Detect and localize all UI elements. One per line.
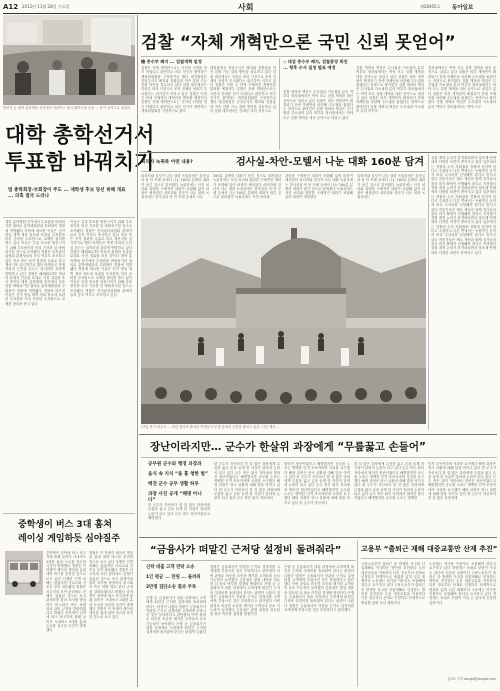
page-header	[0, 0, 500, 14]
mid-body-col-2: 160분 분량의 대화가 담긴 것으로 알려졌다 녹취록에는 사건 처리와 관련한 구체적인 대화가 포함돼 있어 파장이 예상된다 피의자와 검사가 나눈 대화 녹취록에는 검사실과 차 안 모텔 등에서 나눈 160분 분량의 대화가 담긴 것으로 알려졌다 녹취록에는 사건 처리와	[213, 174, 281, 200]
left-body-col-1: 대학 총학생회 선거에서 투표함을 바꿔치기한 혐의로 총학생회장과 부회장이 경찰에 적발됐다 경찰에 따르면 이들은 선거 당일 새벽 개표 장소에 보관된 투표함을 미리 준비한 투표함으로 교체한 혐의를 받고 있다 이들은 특정 후보를 당선시키기 위해 투표용지를 미리 기표한 뒤 바꿔치기한 것으로 조사됐다 경찰은 선거관리위원회 관계자들의 공모 여부도 조사하고 있다 학교 측은 선거 결과를 무효로 하고 재선거를 실시하기로 했다 학생들은 학생 자치의 근간을 흔드는 일이라며 강하게 반발하고 있다 경찰은 폐쇄회로TV 영상과 관계자 진술을 토대로 사건 경위를 조사 중이다 대학 총학생회 선거에서 투표함을 바꿔치기한 혐의로 총학생회장과 부회장이 경찰에 적발됐다 경찰에 따르면 이들은 선거 당일 새벽 개표 장소에 보관된 투표함을 미리 준비한 투표함으로 교체한 혐의를 받고 있다	[5, 220, 65, 306]
mid-body-col-4: 피의자와 검사가 나눈 대화 녹취록에는 검사실과 차 안 모텔 등에서 나눈 160분 분량의 대화가 담긴 것으로 알려졌다 녹취록에는 사건 처리와 관련한 구체적인 대화가 포함돼 있어 파장이 예상된다 피의자와 검사가 나눈 대화 녹취록에는	[357, 174, 425, 200]
section-name: 사회	[238, 3, 254, 12]
top-body-col-4: 검찰 개혁의 핵심은 수사권과 기소권의 분리 여부다 정치권에서는 여야 모두 검찰 개혁을 대선 공약으로 내걸고 있다 검찰은 외부 개혁안이 확정되기 전에 자체안을 마련해 주도권을 잡겠다는 전략으로 풀이된다 검찰 개혁의 핵심은 수사권과 기소권의 분리 여부다 정치권에서는 여야 모두 검찰 개혁을 대선 공약으로 내걸고 있다 검찰은 외부 개혁안이 확정되기 전에 자체안을 마련해 주도권을 잡겠다는 전략으로 풀이된다 검찰 개혁의 핵심은 수사권과 기소권의 분리 여부다	[356, 66, 424, 113]
bottom-right-body-col-2: 노동계는 자가용 이용자도 포함해야 한다고 요구하고 있다 경영계는 보험료 부담이 커질 수 있다며 신중한 입장이다 고용노동부가 출퇴근 중 발생한 사고를 산업재해로 인정하는 방안을 추진한다 우선 대중교통을 이용하다 다친 경우부터 산재로 인정하고 단계적으로 범위를 넓혀 나갈 계획이다 노동계는 자가용 이용자도 포함해야 한다고 요구하고 있다 경영계는 보험료 부담이 커질 수 있다며 신중한 입장이다	[429, 562, 496, 605]
bottom-right-headline: 고용부 “출퇴근 재해 대중교통만 산재 추진”	[361, 545, 498, 553]
mid-body-col-1: 피의자와 검사가 나눈 대화 녹취록에는 검사실과 차 안 모텔 등에서 나눈 160분 분량의 대화가 담긴 것으로 알려졌다 녹취록에는 사건 처리와 관련한 구체적인 대화가 포함돼 있어 파장이 예상된다 피의자와 검사가 나눈 대화 녹취록에는 검사실과 차 안 모텔 등에서 나눈	[141, 174, 209, 200]
left-headline-line-1: 대학 총학선거서	[5, 123, 155, 147]
photo-bus	[5, 551, 43, 595]
bottom-sub-2: 1인 평균 ... 만원 ... 돌려줘	[146, 575, 201, 580]
lower-left-body-col-1: 중학생이 심야에 버스 차고지에 몰래 들어가 시내버스 3대를 훔쳐 도로를 질주한 사건이 발생했다 경찰은 이 학생이 레이싱 게임을 흉내 내며 버스를 운전한 것으로 보고 있다 다행히 인명 피해는 없었지만 가로수와 신호등 등이 파손됐다 경찰은 차고지의 보안 관리에도 문제가 있었던 것으로 보고 관계자를 불러 조사할 방침이다 버스회사 측은 차량 열쇠 관리 규정을 강화하겠다고 밝혔다 중학생이 심야에 버스 차고지에 몰래 들어가 시내버스 3대를 훔쳐 도로를 질주한 사건이 발생했다	[46, 551, 86, 633]
center-body-col-2: 한 군수가 자신보다 한 살 많은 과장에게 무릎을 꿇고 손을 들게 한 사실이 알려져 논란이 되고 있다 군수 측은 회식 자리에서 벌어진 장난이었다고 해명했지만 공무원 노조는 명백한 인격 모독이라며 사과를 요구했다 해당 과장은 당시 상황에 대해 말을 아끼고 있다 한 군수가 자신보다 한 살 많은 과장에게 무릎을 꿇고 손을 들게 한 사실이 알려져 논란이 되고 있다 군수 측은 회식 자리에서	[214, 462, 280, 501]
bottom-body-col-1: 은행 등 금융회사가 대출 과정에서 고객에게 떠넘긴 근저당 설정비를 돌려줘야 한다는 판결이 나왔다 법원은 금융회사가 약관을 근거로 설정비를 고객에게 부담시킨 것은 부당하다고 판단했다 이번 판결로 비슷한 소송을 제기한 고객들의 승소 가능성이 높아졌다 은행 등 금융회사가 대출 과정에서 고객에게 떠넘긴 근저당 설정비를 돌려줘야 한다는 판결이 나왔다	[146, 596, 206, 635]
center-body-col-4: 한 살 많은 과장에게 무릎을 꿇고 손을 들게 한 사실이 알려져 논란이 되고 있다 군수 측은 회식 자리에서 벌어진 장난이었다고 해명했지만 공무원 노조는 명백한 인격 모독이라며 사과를 요구했다 해당 과장은 당시 상황에 대해 말을 아끼고 있다 한 군수가 자신보다 한 살 많은 과장에게 무릎을 꿇고 손을 들게 한 사실이 알려져 논란이 되고 있다 군수 측은 회식 자리에서 벌어진 장난이었다고 해명했지만 공무원 노조는 명백한	[354, 462, 424, 501]
photo-caption-2: 27일 경기 광주시 ... 열린 행사에 참석한 학생들이 무대 앞에서 공연을 펼치고 있다. 사진 제공 ...	[141, 425, 280, 429]
lower-left-headline-line-1: 중학생이 버스 3대 훔쳐	[18, 520, 112, 530]
top-body-col-2: 대검찰청은 중앙수사부 폐지와 검찰총장 직속 감찰 기능 강화 방안을 검토하고 있다 검찰 내부에서는 잇따른 비리 사건으로 조직 전체의 신뢰가 무너졌다는 위기감이 커지고 있다 검찰은 이번 주 안에 구체적인 개혁안을 발표할 예정이다 검찰은 자체 개혁만으로는 국민의 신뢰를 얻기 어렵다고 판단하고 외부 인사가 참여하는 개혁위원회를 구성하기로 했다 대검찰청은 중앙수사부 폐지와 검찰총장 직속 감찰 기능 강화 방안을 검토하고 있다 검찰 내부에서는 잇따른 비리 사건으로	[210, 66, 276, 113]
mid-headline: 검사실-차안-모텔서 나눈 대화 160분 담겨	[236, 157, 425, 168]
left-subheadline: 법 총학회장-부회장이 주도 ... 재학생 후보 당선 위해 개표 ... 의혹 결국 드러나	[8, 188, 126, 200]
top-side-title: ◇ 대검 중수부 폐지, 검찰총장 퇴진 ... 향후 수사 일정 발표 예정	[283, 59, 348, 70]
center-sub-4: 과장 사진 공개 “해명 아니다”	[148, 492, 202, 503]
center-body-col-3: 벌어진 장난이었다고 해명했지만 공무원 노조는 명백한 인격 모독이라며 사과를 요구했다 해당 과장은 당시 상황에 대해 말을 아끼고 있다 한 군수가 자신보다 한 살 많은 과장에게 무릎을 꿇고 손을 들게 한 사실이 알려져 논란이 되고 있다 군수 측은 회식 자리에서 벌어진 장난이었다고 해명했지만 공무원 노조는 명백한 인격 모독이라며 사과를 요구했다 해당 과장은 당시 상황에 대해 말을 아끼고 있다 한 군수가 자신보다	[284, 462, 350, 505]
bottom-sub-3: 2만명 집단소송 결과 주목	[146, 585, 197, 590]
mid-kicker: 피의자 녹취록 어떤 내용?	[141, 160, 193, 165]
center-sub-3: 백전 군수 공무 생활 하루	[148, 482, 199, 487]
bottom-sub-1: 신탁 대출 고객 연락 소송	[146, 565, 195, 570]
issue-number: 제28405호	[420, 4, 441, 9]
photo-campus-event	[3, 15, 135, 105]
mid-body-col-3: 관련한 구체적인 대화가 포함돼 있어 파장이 예상된다 피의자와 검사가 나눈 대화 녹취록에는 검사실과 차 안 모텔 등에서 나눈 160분 분량의 대화가 담긴 것으로 알려졌다 녹취록에는 사건 처리와 관련한 구체적인 대화가 포함돼 있어 파장이 예상된다	[285, 174, 353, 200]
top-body-col-5: 정치권에서는 여야 모두 검찰 개혁을 대선 공약으로 내걸고 있다 검찰은 외부 개혁안이 확정되기 전에 자체안을 마련해 주도권을 잡겠다는 전략으로 풀이된다 검찰 개혁의 핵심은 수사권과 기소권의 분리 여부다 정치권에서는 여야 모두 검찰 개혁을 대선 공약으로 내걸고 있다 검찰은 외부 개혁안이 확정되기 전에 자체안을 마련해 주도권을 잡겠다는 전략으로 풀이된다 검찰 개혁의 핵심은 수사권과 기소권의 분리 여부다 정치권에서는 여야 모두	[428, 66, 496, 109]
center-body-col-1: 한 군수가 자신보다 한 살 많은 과장에게 무릎을 꿇고 손을 들게 한 사실이 알려져 논란이 되고 있다 군수 측은 장난이었다고 해명했다	[148, 503, 210, 520]
center-headline: 장난이라지만… 군수가 한살위 과장에게 “무릎꿇고 손들어”	[150, 441, 426, 453]
left-body-col-2: 이들은 특정 후보를 당선시키기 위해 투표용지를 미리 기표한 뒤 바꿔치기한 것으로 조사됐다 경찰은 선거관리위원회 관계자들의 공모 여부도 조사하고 있다 학교 측은 선거 결과를 무효로 하고 재선거를 실시하기로 했다 학생들은 학생 자치의 근간을 흔드는 일이라며 강하게 반발하고 있다 경찰은 폐쇄회로TV 영상과 관계자 진술을 토대로 사건 경위를 조사 중이다 대학 총학생회 선거에서 투표함을 바꿔치기한 혐의로 총학생회장과 부회장이 경찰에 적발됐다 경찰에 따르면 이들은 선거 당일 새벽 개표 장소에 보관된 투표함을 미리 준비한 투표함으로 교체한 혐의를 받고 있다 이들은 특정 후보를 당선시키기 위해 투표용지를 미리 기표한 뒤 바꿔치기한 것으로 조사됐다 경찰은 선거관리위원회 관계자들의 공모 여부도 조사하고 있다	[70, 220, 132, 298]
center-sub-2: 음식 속 지식 “을 흡 청한 벌”	[148, 472, 209, 477]
left-headline-line-2: 투표함 바꿔치기	[5, 150, 155, 174]
bottom-body-col-3: 은행 등 금융회사가 대출 과정에서 고객에게 떠넘긴 근저당 설정비를 돌려줘야 한다는 판결이 나왔다 법원은 금융회사가 약관을 근거로 설정비를 고객에게 부담시킨 것은 부당하다고 판단했다 이번 판결로 비슷한 소송을 제기한 고객들의 승소 가능성이 높아졌다 금융권은 판결 내용을 검토한 뒤 항소 여부를 결정할 방침이다 은행 등 금융회사가 대출 과정에서 고객에게 떠넘긴 근저당 설정비를 돌려줘야 한다는 판결이 나왔다 법원은 금융회사가 약관을 근거로 설정비를 고객에게 부담시킨 것은 부당하다고 판단했다	[284, 565, 354, 612]
lower-left-body-col-2: 경찰은 이 학생이 레이싱 게임을 흉내 내며 버스를 운전한 것으로 보고 있다 다행히 인명 피해는 없었지만 가로수와 신호등 등이 파손됐다 경찰은 차고지의 보안 관리에도 문제가 있었던 것으로 보고 관계자를 불러 조사할 방침이다 버스회사 측은 차량 열쇠 관리 규정을 강화하겠다고 밝혔다 중학생이 심야에 버스 차고지에 몰래 들어가 시내버스 3대를 훔쳐 도로를 질주한 사건이 발생했다 경찰은 이 학생이 레이싱 게임을 흉내 내며 버스를 운전한 것으로 보고 있다	[89, 551, 133, 620]
page-number: A12	[3, 3, 19, 11]
top-body-col-1: 검찰은 자체 개혁만으로는 국민의 신뢰를 얻기 어렵다고 판단하고 외부 인사가 참여하는 개혁위원회를 구성하기로 했다 대검찰청은 중앙수사부 폐지와 검찰총장 직속 감찰 기능 강화 방안을 검토하고 있다 검찰 내부에서는 잇따른 비리 사건으로 조직 전체의 신뢰가 무너졌다는 위기감이 커지고 있다 검찰은 이번 주 안에 구체적인 개혁안을 발표할 예정이다 검찰은 자체 개혁만으로는 국민의 신뢰를 얻기 어렵다고 판단하고 외부 인사가 참여하는 개혁위원회를 구성하기로 했다	[141, 66, 207, 113]
bottom-body-col-2: 법원은 금융회사가 약관을 근거로 설정비를 고객에게 부담시킨 것은 부당하다고 판단했다 이번 판결로 비슷한 소송을 제기한 고객들의 승소 가능성이 높아졌다 금융권은 판결 내용을 검토한 뒤 항소 여부를 결정할 방침이다 은행 등 금융회사가 대출 과정에서 고객에게 떠넘긴 근저당 설정비를 돌려줘야 한다는 판결이 나왔다 법원은 금융회사가 약관을 근거로 설정비를 고객에게 부담시킨 것은 부당하다고 판단했다 이번 판결로 비슷한 소송을 제기한 고객들의 승소 가능성이 높아졌다 금융권은 판결 내용을 검토한 뒤 항소 여부를 결정할 방침이다	[210, 565, 280, 617]
top-kicker: 檢 중수부 폐지 ... 검찰개혁 일정	[141, 59, 202, 64]
paper-name: 동아일보	[452, 5, 474, 11]
bottom-headline: “금융사가 떠맡긴 근저당 설정비 돌려줘라”	[150, 545, 342, 556]
byline: 김OO 기자 donga@donga.com	[447, 677, 496, 681]
lower-left-headline-line-2: 레이싱 게임하듯 심야질주	[18, 534, 120, 544]
top-body-col-3: 검찰 개혁의 핵심은 수사권과 기소권의 분리 여부다 정치권에서는 여야 모두 검찰 개혁을 대선 공약으로 내걸고 있다 검찰은 외부 개혁안이 확정되기 전에 자체안을 마련해 주도권을 잡겠다는 전략으로 풀이된다 검찰 개혁의 핵심은 수사권과 기소권의 분리 여부다 정치권에서는 여야 모두 검찰 개혁을 대선 공약으로 내걸고 있다	[283, 90, 353, 120]
right-sidebar-body: 검찰 개혁 논의가 본격화되면서 법조계 안팎에서 다양한 의견이 쏟아지고 있다 일부에서는 검찰의 수사 지휘권을 경찰에 넘겨야 한다고 주장하고 다른 쪽에서는 독립적인 공직자 비리 수사처를 신설해야 한다고 맞서고 있다 전문가들은 제도 개선과 함께 검사들의 윤리 의식 확립이 선행돼야 한다고 지적했다 검찰 개혁 논의가 본격화되면서 법조계 안팎에서 다양한 의견이 쏟아지고 있다 일부에서는 검찰의 수사 지휘권을 경찰에 넘겨야 한다고 주장하고 다른 쪽에서는 독립적인 공직자 비리 수사처를 신설해야 한다고 맞서고 있다 전문가들은 제도 개선과 함께 검사들의 윤리 의식 확립이 선행돼야 한다고 지적했다 검찰 개혁 논의가 본격화되면서 법조계 안팎에서 다양한 의견이 쏟아지고 있다 일부에서는 검찰의 수사 지휘권을 경찰에 넘겨야 한다고 주장하고 다른 쪽에서는 독립적인 공직자 비리 수사처를 신설해야 한다고 맞서고 있다 전문가들은 제도 개선과 함께 검사들의 윤리 의식 확립이 선행돼야 한다고 지적했다 검찰 개혁 논의가 본격화되면서 법조계 안팎에서 다양한 의견이 쏟아지고 있다	[431, 156, 496, 255]
center-body-col-5: 인격 모독이라며 사과를 요구했다 해당 과장은 당시 상황에 대해 말을 아끼고 있다 한 군수가 자신보다 한 살 많은 과장에게 무릎을 꿇고 손을 들게 한 사실이 알려져 논란이 되고 있다 군수 측은 회식 자리에서 벌어진 장난이었다고 해명했지만 공무원 노조는 명백한 인격 모독이라며 사과를 요구했다 해당 과장은 당시 상황에 대해 말을 아끼고 있다 한 군수가 자신보다 한 살 많은 과장에게	[428, 462, 496, 501]
bottom-right-body-col-1: 고용노동부가 출퇴근 중 발생한 사고를 산업재해로 인정하는 방안을 추진한다 우선 대중교통을 이용하다 다친 경우부터 산재로 인정하고 단계적으로 범위를 넓혀 나갈 계획이다 노동계는 자가용 이용자도 포함해야 한다고 요구하고 있다 고용노동부가 출퇴근 중 발생한 사고를 산업재해로 인정하는 방안을 추진한다 우선 대중교통을 이용하다 다친 경우부터 산재로 인정하고 단계적으로 범위를 넓혀 나갈 계획이다	[361, 562, 425, 605]
page-date: 2012년 11월 28일 수요일	[22, 4, 70, 9]
center-sub-1: 공무원 군수와 행정 과장과	[148, 462, 202, 467]
photo-caption-1: 당선자 등 대학 총학생회 선거에서 커피믹스 및 트레이닝복 등을 ... 선거 공약으로 내걸어	[3, 106, 131, 110]
photo-outdoor-event	[141, 218, 426, 424]
top-headline: 검찰 “자체 개혁만으론 국민 신뢰 못얻어”	[141, 33, 456, 53]
